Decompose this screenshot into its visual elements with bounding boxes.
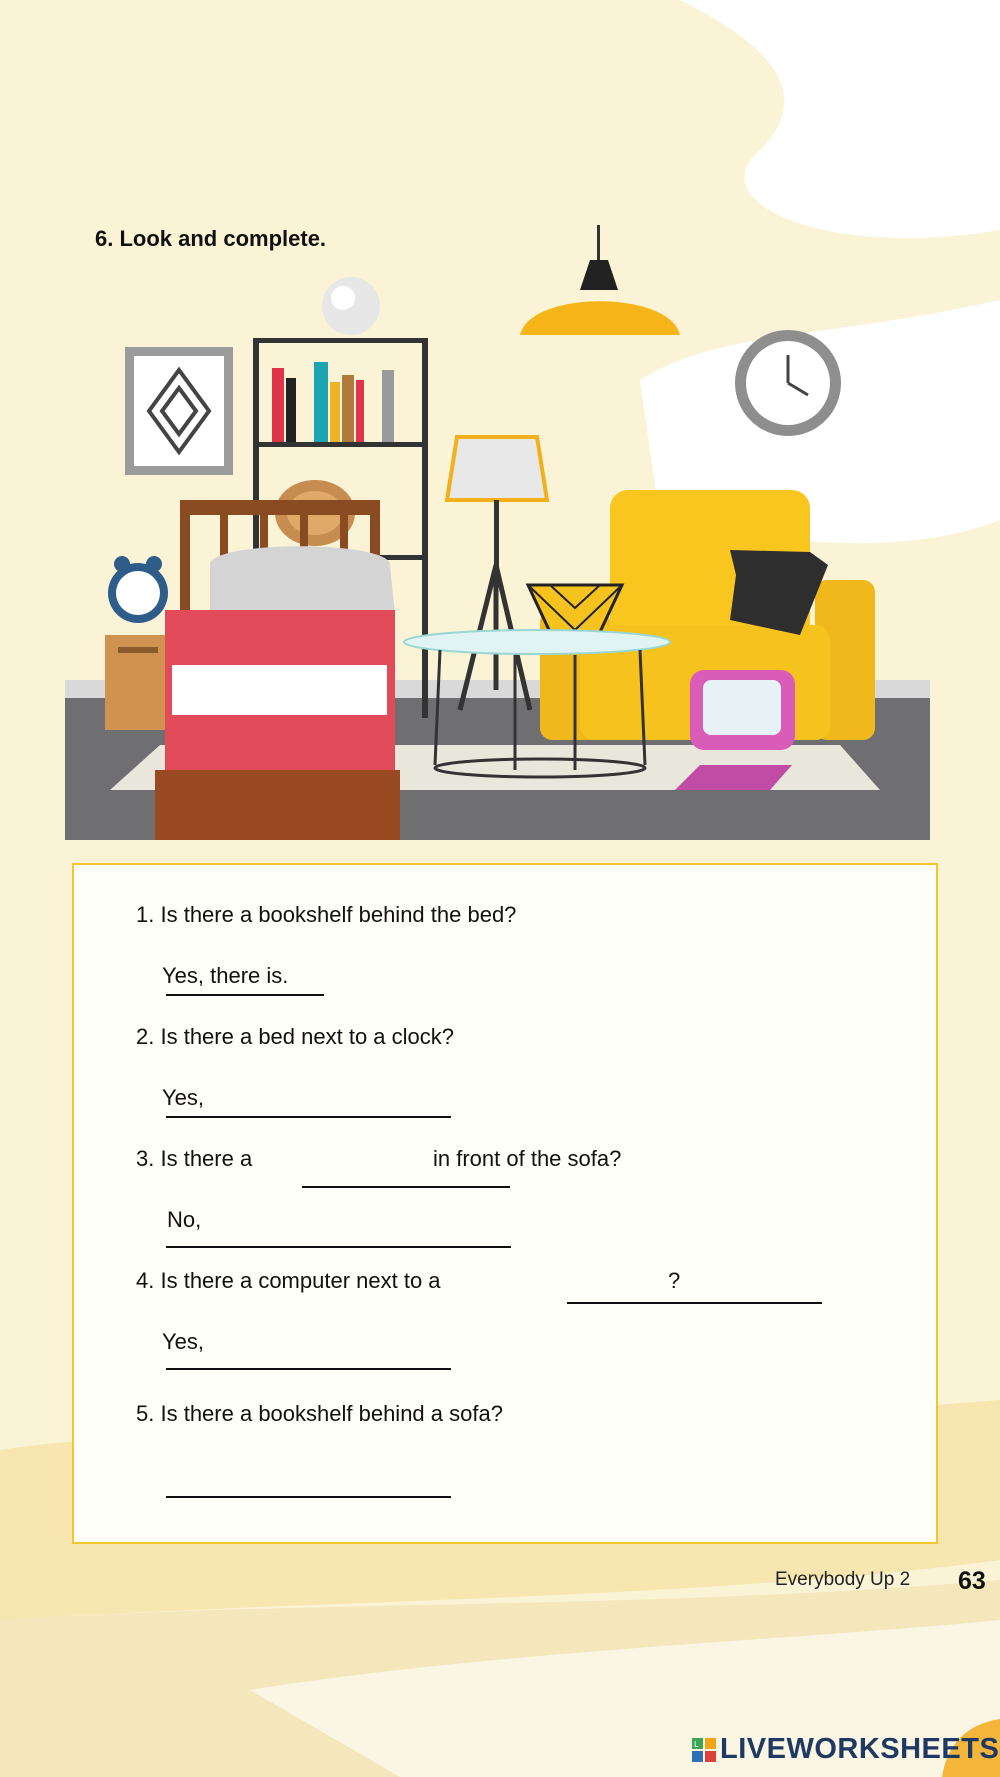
- room-illustration: [60, 210, 930, 840]
- answer-1-text: Yes, there is.: [162, 963, 289, 988]
- question-number: 2.: [136, 1024, 155, 1049]
- question-4-mark: ?: [668, 1268, 681, 1293]
- answer-5-line[interactable]: [166, 1496, 451, 1498]
- question-4-blank[interactable]: [567, 1302, 822, 1304]
- alarm-clock-icon: [108, 556, 168, 623]
- question-text: Is there a computer next to a: [160, 1268, 441, 1293]
- question-4-part1: [136, 1268, 441, 1294]
- question-number: 1.: [136, 902, 155, 927]
- question-number: 4.: [136, 1268, 155, 1293]
- question-text: Is there a bookshelf behind the bed?: [160, 902, 517, 927]
- nightstand-icon: [105, 635, 175, 730]
- question-5: [136, 1401, 503, 1427]
- computer-icon: [675, 670, 795, 790]
- question-3-part1: [136, 1146, 252, 1172]
- ceiling-lamp-icon: [520, 225, 680, 335]
- question-1: [136, 902, 516, 928]
- page-number: 63: [958, 1567, 986, 1595]
- question-3-blank[interactable]: [302, 1186, 510, 1188]
- question-text: Is there a bed next to a clock?: [160, 1024, 454, 1049]
- exercise-heading: 6. Look and complete.: [95, 226, 327, 251]
- answer-3-text: No,: [167, 1207, 202, 1232]
- question-number: 5.: [136, 1401, 155, 1426]
- liveworksheets-logo-icon: [692, 1738, 716, 1762]
- answer-1-line[interactable]: [166, 994, 324, 996]
- wall-clock-icon: [735, 330, 841, 436]
- answer-2-line[interactable]: [166, 1116, 451, 1118]
- book-title: Everybody Up 2: [775, 1569, 911, 1590]
- floor-lamp-icon: [447, 437, 547, 710]
- logo-letter: L: [694, 1740, 699, 1749]
- brand-name[interactable]: LIVEWORKSHEETS: [720, 1733, 1000, 1765]
- answer-4-line[interactable]: [166, 1368, 451, 1370]
- question-text: Is there a bookshelf behind a sofa?: [160, 1401, 503, 1426]
- question-2: [136, 1024, 454, 1050]
- answer-4-text: Yes,: [162, 1329, 205, 1354]
- question-3-part2: in front of the sofa?: [433, 1146, 622, 1171]
- bed-icon: [155, 500, 400, 840]
- question-text: Is there a: [160, 1146, 253, 1171]
- picture-frame-icon: [125, 347, 233, 475]
- answer-2-text: Yes,: [162, 1085, 205, 1110]
- question-number: 3.: [136, 1146, 155, 1171]
- answer-3-line[interactable]: [166, 1246, 511, 1248]
